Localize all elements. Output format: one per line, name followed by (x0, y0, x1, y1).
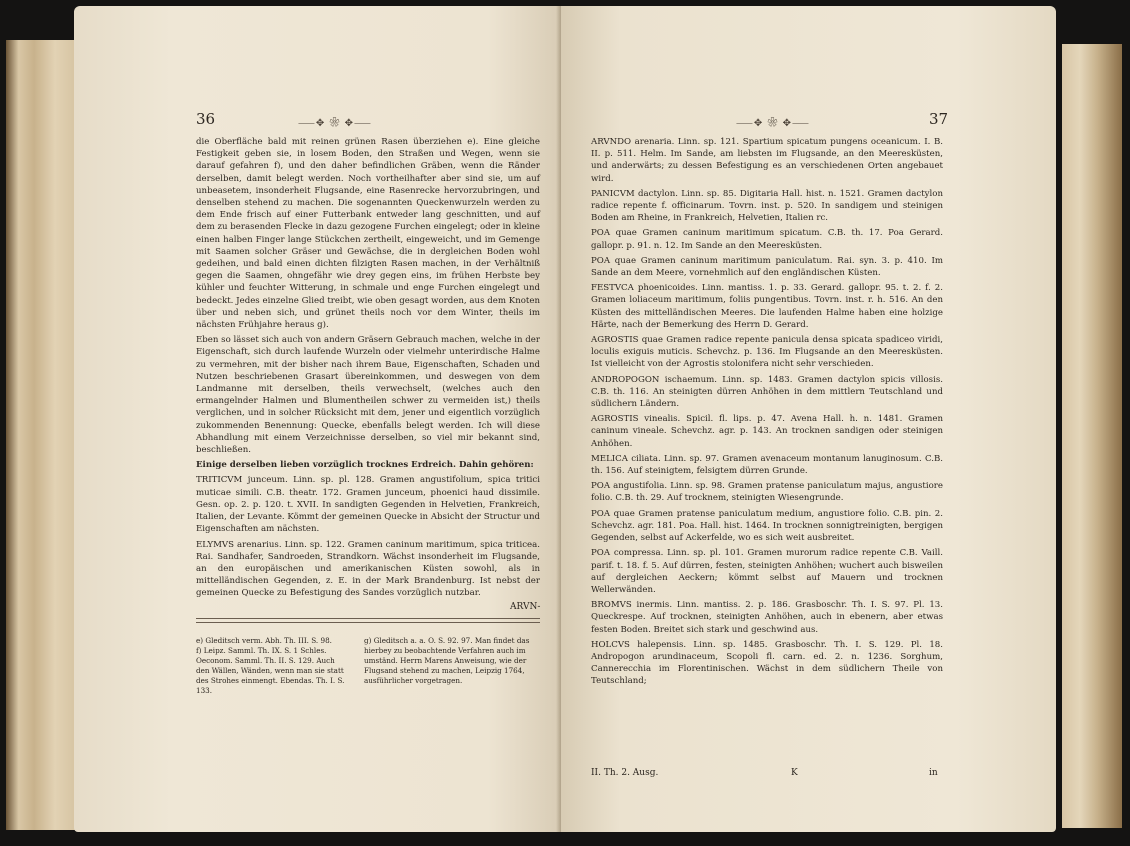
species-entry: MELICA ciliata. Linn. sp. 97. Gramen avenaceum montanum lanuginosum. C.B. th. 156. Auf steinigtem, felsigtem dürren Grunde. (591, 453, 943, 477)
species-entry: ELYMVS arenarius. Linn. sp. 122. Gramen caninum maritimum, spica triticea. Rai. Sandhafer, Sandroeden, Strandkorn. Wächst insonderheit im Flugsande, an den europäischen und amerikanischen Küsten sowohl, als in mittelländischen Gegenden, z. E. in der Mark Brandenburg. Ist nebst der gemeinen Quecke zu Befestigung des Sandes vorzüglich nutzbar. (196, 539, 540, 599)
footnote-column-1 (196, 636, 346, 696)
right-page (561, 6, 1056, 832)
species-entry: AGROSTIS vinealis. Spicil. fl. lips. p. 47. Avena Hall. h. n. 1481. Gramen caninum vineale. Schevchz. agr. p. 143. An trocknen sandigen oder steinigen Anhöhen. (591, 414, 943, 449)
species-entry: FESTVCA phoenicoides. Linn. mantiss. 1. p. 33. Gerard. gallopr. 95. t. 2. f. 2. Gramen loliaceum maritimum, foliis pungentibus. Tovrn. inst. r. h. 516. An den Küsten des mittelländischen Meeres. Die laufenden Halme haben eine holzige Härte, nach der Bemerkung des Herrn D. Gerard. (591, 283, 943, 330)
signature-mark: K (791, 768, 798, 778)
paragraph: Eben so lässet sich auch von andern Gräsern Gebrauch machen, welche in der Eigenschaft, sich durch laufende Wurzeln oder vielmehr unterirdische Halme zu vermehren, mit der bisher nach ihrem Baue, Eigenschaften, Schaden und Nutzen beschriebenen Grasart übereinkommen, und deswegen von dem Landmanne mit derselben, theils verwechselt, (welches auch den ermangelnder Halmen und Blumentheilen schwer zu vermeiden ist,) theils verglichen, und in solcher Rücksicht mit dem, jener und eigentlich vorzüglich zukommenden Benennung: Quecke, ebenfalls belegt werden. Ich will diese Abhandlung mit einem Verzeichnisse derselben, so viel mir bekannt sind, beschließen. (196, 335, 540, 456)
species-entry: ARVNDO arenaria. Linn. sp. 121. Spartium spicatum pungens oceanicum. I. B. II. p. 511. Helm. Im Sande, am liebsten im Flugsande, an den Meeresküsten, und anderwärts; zu dessen Befestigung es an verschiedenen Orten angebauet wird. (591, 137, 943, 184)
species-entry: PANICVM dactylon. Linn. sp. 85. Digitaria Hall. hist. n. 1521. Gramen dactylon radice repente f. officinarum. Tovrn. inst. p. 520. In sandigem und steinigen Boden am Rheine, in Frankreich, Helvetien, Italien rc. (591, 188, 943, 224)
right-main-text (591, 136, 943, 691)
species-entry: AGROSTIS quae Gramen radice repente panicula densa spicata spadiceo viridi, loculis exiguis muticis. Schevchz. p. 136. Im Flugsande an den Meeresküsten. Ist vielleicht von der Agrostis stolonifera nicht sehr verschieden. (591, 335, 943, 370)
header-ornament: ⸺✥ ❀ ✥⸺ (298, 118, 372, 129)
left-main-text (196, 136, 540, 603)
species-entry: POA angustifolia. Linn. sp. 98. Gramen pratense paniculatum majus, angustiore folio. C.B. th. 29. Auf trocknem, steinigten Wiesengrunde. (591, 481, 943, 504)
catchword: in (929, 768, 938, 778)
signature-edition: II. Th. 2. Ausg. (591, 768, 659, 778)
footnote: g) Gleditsch a. a. O. S. 92. 97. Man findet das hierbey zu beobachtende Verfahren auch im umständ. Herrn Marens Anweisung, wie der Flugsand stehend zu machen, Leipzig 1764, ausführlicher vorgetragen. (364, 636, 530, 685)
footnote-column-2 (364, 636, 540, 686)
footnote-rule (196, 618, 540, 623)
species-entry: HOLCVS halepensis. Linn. sp. 1485. Grasboschr. Th. I. S. 129. Pl. 18. Andropogon arundinaceum, Scopoli fl. carn. ed. 2. n. 1236. Sorghum, Cannerecchia im Florentinischen. Wächst in dem südlichern Theile von Teutschland; (591, 639, 943, 687)
left-page (74, 6, 561, 832)
page-number: 36 (196, 110, 216, 128)
species-entry: POA quae Gramen pratense paniculatum medium, angustiore folio. C.B. pin. 2. Schevchz. agr. 181. Poa. Hall. hist. 1464. In trocknen sonnigtreinigten, bergigen Gegenden, selbst auf Ackerfelde, wo es sich weit ausbreitet. (591, 508, 943, 544)
open-book (8, 6, 1122, 840)
page-number: 37 (929, 110, 949, 128)
catchword: ARVN- (510, 602, 541, 612)
footnote: e) Gleditsch verm. Abh. Th. III. S. 98. (196, 636, 332, 645)
species-entry: TRITICVM junceum. Linn. sp. pl. 128. Gramen angustifolium, spica tritici muticae simili. C.B. theatr. 172. Gramen junceum, phoenici haud dissimile. Gesn. op. 2. p. 120. t. XVII. In sandigten Gegenden in Helvetien, Frankreich, Italien, der Levante. Kömmt der gemeinen Quecke in Absicht der Structur und Eigenschaften am nächsten. (196, 475, 540, 535)
header-ornament: ⸺✥ ❀ ✥⸺ (736, 118, 810, 129)
footnote: f) Leipz. Samml. Th. IX. S. 1 Schles. Oeconom. Samml. Th. II. S. 129. Auch den Wällen, Wänden, wenn man sie statt des Strohes einmengt. Ebendas. Th. I. S. 133. (196, 646, 345, 695)
species-entry: POA quae Gramen caninum maritimum paniculatum. Rai. syn. 3. p. 410. Im Sande an dem Meere, vornehmlich auf den engländischen Küsten. (591, 255, 943, 279)
species-entry: BROMVS inermis. Linn. mantiss. 2. p. 186. Grasboschr. Th. I. S. 97. Pl. 13. Queckrespe. Auf trocknen, steinigten Anhöhen, auch in ebenern, aber etwas festen Boden. Breitet sich stark und geschwind aus. (591, 600, 943, 635)
section-intro: Einige derselben lieben vorzüglich trocknes Erdreich. Dahin gehören: (196, 460, 534, 471)
footnotes (196, 636, 540, 776)
species-entry: POA compressa. Linn. sp. pl. 101. Gramen murorum radice repente C.B. Vaill. parif. t. 18. f. 5. Auf dürren, festen, steinigten Anhöhen; wuchert auch bisweilen auf dergleichen Aeckern; kömmt selbst auf Mauern und trocknen Wellerwänden. (591, 548, 943, 595)
paragraph: die Oberfläche bald mit reinen grünen Rasen überziehen e). Eine gleiche Festigkeit geben sie, in losem Boden, den Straßen und Wegen, wenn sie darauf gefahren f), und den daher befindlichen Gräben, wenn die Ränder derselben, damit belegt werden. Noch vortheilhafter aber sind sie, um auf unbeasetem, insonderheit Flugsande, eine Rasenrecke hervorzubringen, und denselben stehend zu machen. Die sogenannten Queckenwurzeln werden zu dem Ende frisch auf einer Futterbank entweder lang geschnitten, und auf dem zu berasenden Flecke in dazu gezogene Furchen eingelegt; oder in kleine einen halben Finger lange Stückchen zertheilt, eingeweicht, und im Gemenge mit Saamen solcher Gräser und Gewächse, die in dergleichen Boden wohl gedeihen, und bald einen dichten filzigten Rasen machen, in der Verhältniß gegen die Saamen, ohngefähr wie drey gegen eins, im frühen Herbste bey kühler und feuchter Witterung, in schmale und enge Furchen eingelegt und bedeckt. Jedes einzelne Glied treibt, wie oben gesagt worden, aus dem Knoten über und neben sich, und grünet theils noch vor dem Winter, theils im nächsten Frühjahre heraus g). (196, 137, 540, 331)
species-entry: ANDROPOGON ischaemum. Linn. sp. 1483. Gramen dactylon spicis villosis. C.B. th. 116. An steinigten dürren Anhöhen in dem mittlern Teutschland und südlichern Ländern. (591, 374, 943, 410)
species-entry: POA quae Gramen caninum maritimum spicatum. C.B. th. 17. Poa Gerard. gallopr. p. 91. n. 12. Im Sande an den Meeresküsten. (591, 228, 943, 251)
